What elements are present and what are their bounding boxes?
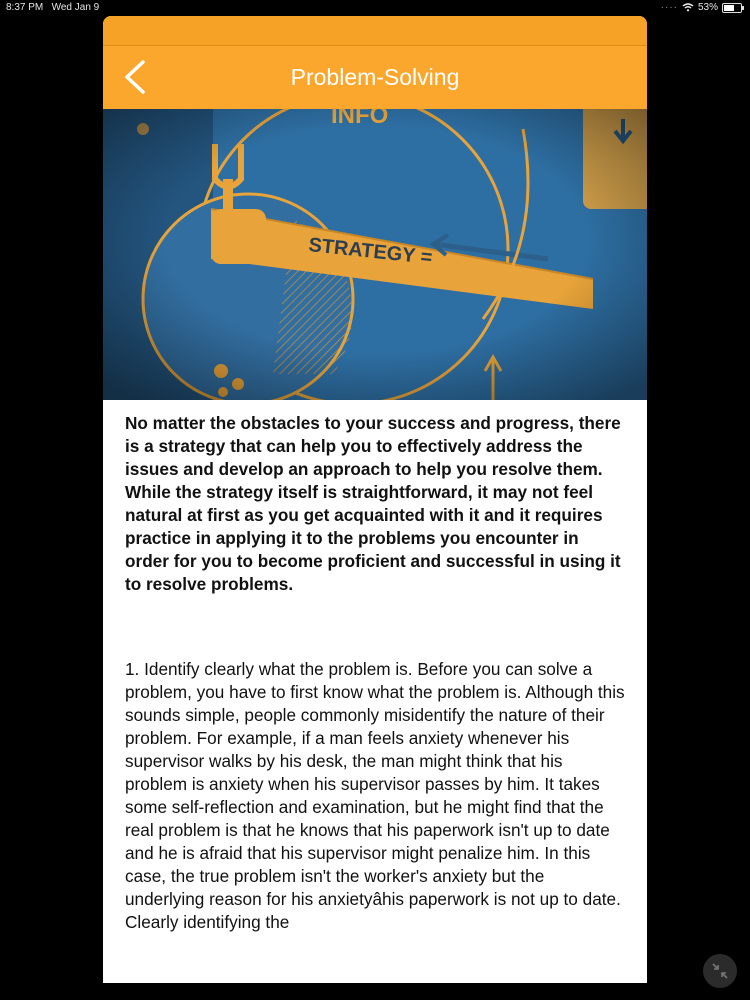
navigation-bar	[103, 46, 647, 109]
header-top-strip	[103, 16, 647, 46]
battery-percent: 53%	[697, 2, 718, 13]
battery-icon	[722, 3, 742, 13]
shrink-arrows-icon	[703, 954, 737, 988]
minimize-video-button[interactable]	[703, 954, 737, 988]
status-right	[661, 2, 742, 13]
app-sheet	[103, 16, 647, 983]
status-bar	[0, 0, 750, 16]
article-content	[103, 400, 647, 934]
wifi-icon	[682, 3, 694, 12]
page-title: Problem-Solving	[290, 64, 460, 90]
multitasking-dots-icon: ····	[660, 2, 678, 13]
intro-paragraph: No matter the obstacles to your success and progress, there is a strategy that can help you to effectively address the issues and develop an approach to help you resolve them. While the strategy itself is straightforward, it may not feel natural at first as you get acquainted with it and it requires practice in applying it to the problems you encounter in order for you to become proficient and successful in using it to resolve problems.	[125, 413, 621, 594]
status-date: Wed Jan 9	[51, 2, 100, 13]
status-time-date	[6, 2, 99, 13]
status-time: 8:37 PM	[6, 2, 44, 13]
strategy-illustration	[103, 109, 647, 400]
step-1-paragraph: 1. Identify clearly what the problem is. Before you can solve a problem, you have to first know what the problem is. Although this sounds simple, people commonly misidentify the nature of their problem. For example, if a man feels anxiety whenever his supervisor walks by his desk, the man might think that his problem is anxiety when his supervisor passes by him. It takes some self-reflection and examination, but he might find that the real problem is that he knows that his paperwork isn't up to date and he is afraid that his supervisor might penalize him. In this case, the true problem isn't the worker's anxiety but the underlying reason for his anxietyâhis paperwork is not up to date. Clearly identifying the	[125, 659, 625, 932]
hero-image	[103, 109, 647, 400]
